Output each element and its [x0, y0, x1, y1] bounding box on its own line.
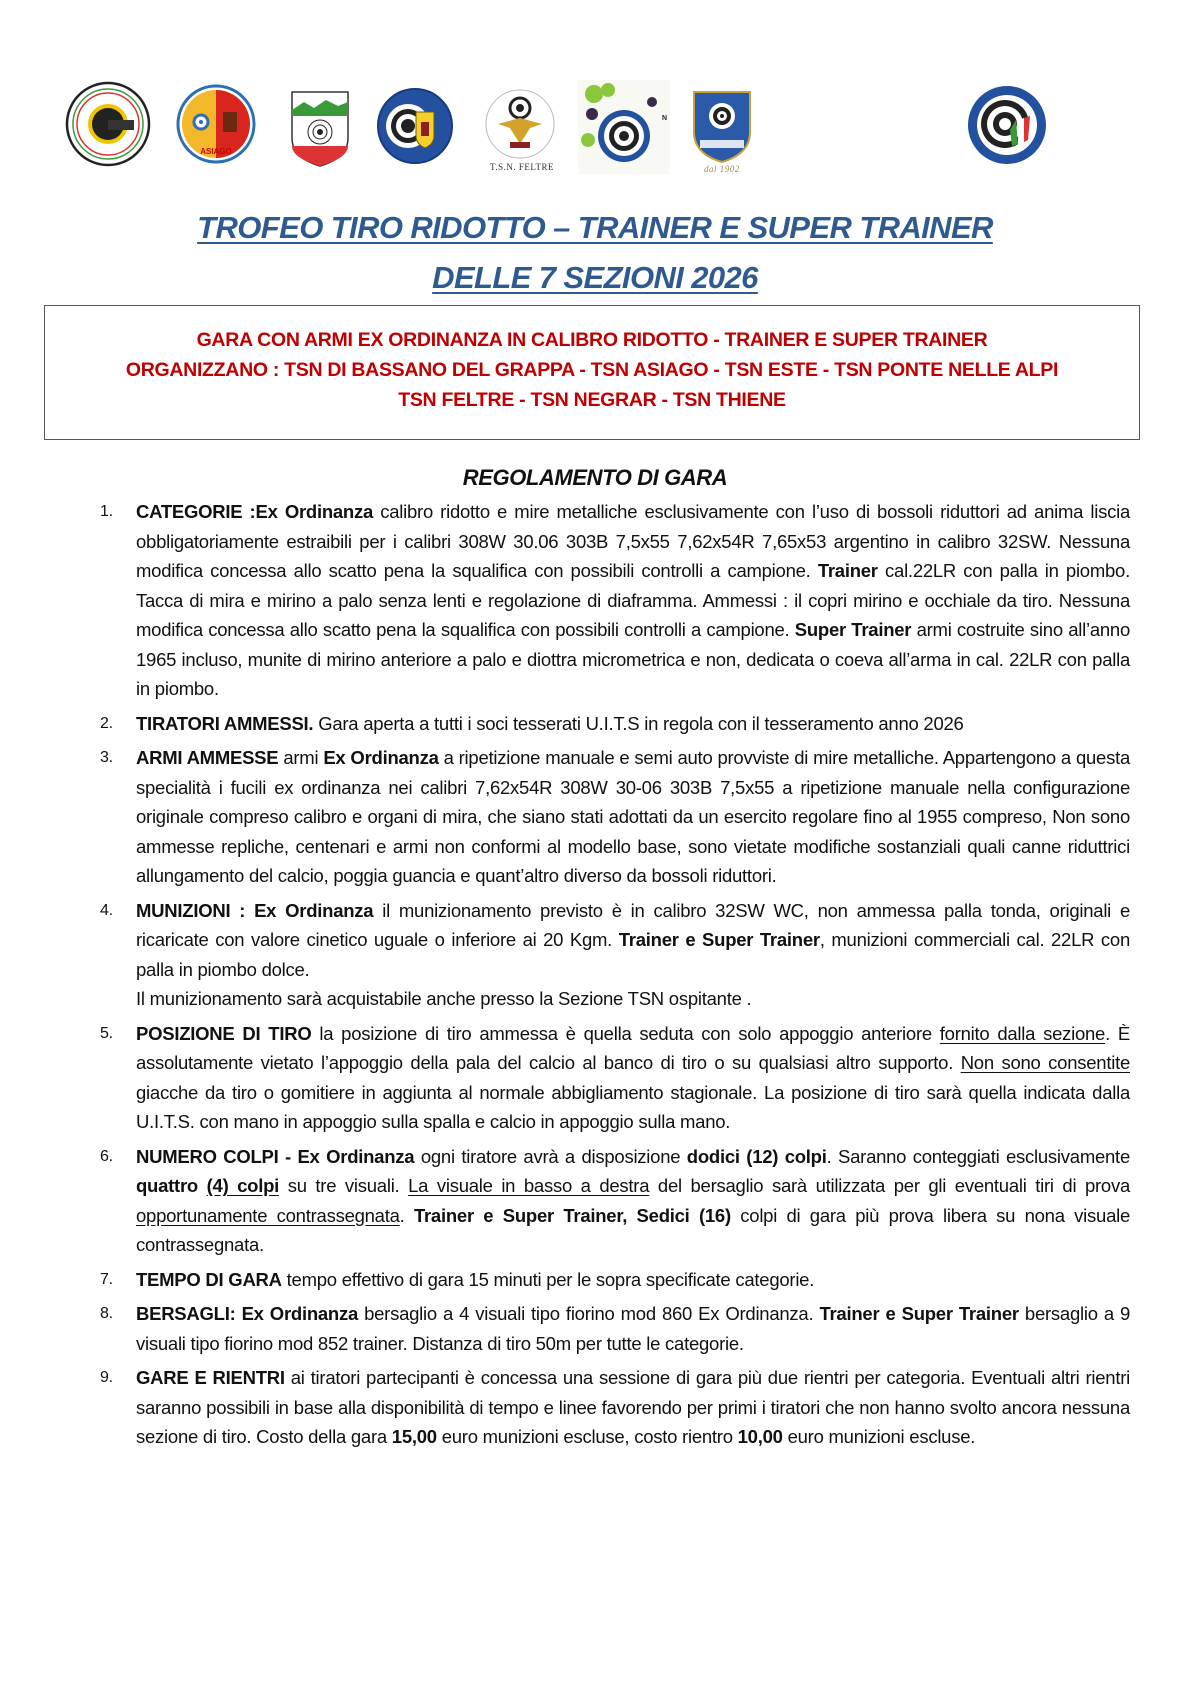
rules-list: [100, 497, 1130, 1457]
rule-text-segment: Trainer: [817, 560, 878, 581]
logo-strip: [0, 80, 1190, 200]
rule-heading: BERSAGLI: Ex Ordinanza: [136, 1303, 359, 1324]
rule-text-segment: . È assolutamente vietato l’appoggio della pala del calcio al banco di tiro o su qualsiasi altro supporto.: [136, 1022, 1130, 1073]
rule-number: 1.: [100, 503, 113, 520]
rule-text-segment: 15,00: [391, 1426, 437, 1447]
rule-text-segment: quattro: [136, 1175, 207, 1196]
rule-text-segment: Trainer e Super Trainer, Sedici (16): [413, 1204, 731, 1226]
rule-text-segment: su tre visuali.: [279, 1175, 409, 1196]
rule-text-segment: . Saranno conteggiati esclusivamente: [826, 1145, 1130, 1167]
rule-item: [100, 896, 1130, 1014]
rule-text-segment: La visuale in basso a destra: [408, 1175, 650, 1196]
rule-text-segment: (4) colpi: [206, 1175, 280, 1196]
page-title-line-1: TROFEO TIRO RIDOTTO – TRAINER E SUPER TRAINER: [197, 210, 993, 245]
rule-heading: CATEGORIE :: [136, 501, 256, 522]
svg-text:ASIAGO: ASIAGO: [200, 147, 232, 156]
logo-uits-icon: [966, 84, 1048, 166]
rule-text-segment: ogni tiratore avrà a disposizione: [414, 1145, 687, 1167]
logo-tsn-thiene-icon: [690, 88, 754, 174]
regulation-title: REGOLAMENTO DI GARA: [462, 465, 728, 490]
rule-text-segment: del bersaglio sarà utilizzata per gli eventuali tiri di prova: [649, 1175, 1131, 1196]
organizers-box: [44, 305, 1140, 440]
organizers-line-1: ORGANIZZANO : TSN DI BASSANO DEL GRAPPA - TSN ASIAGO - TSN ESTE - TSN PONTE NELLE ALPI: [125, 359, 1059, 381]
rule-text-segment: dodici (12) colpi: [686, 1145, 827, 1167]
rule-item: [100, 709, 1130, 739]
logo-tsn-asiago-icon: [176, 82, 256, 166]
rule-text-segment: giacche da tiro o gomitiere in aggiunta al normale abbigliamento stagionale. La posizione di tiro sarà quella indicata dalla U.I.T.S. con mano in appoggio sulla spalla e calcio in appoggio sulla mano.: [136, 1081, 1130, 1132]
rule-item: [100, 1142, 1130, 1260]
rule-item: [100, 1265, 1130, 1295]
rule-text-segment: Trainer e Super Trainer: [819, 1303, 1019, 1324]
rule-text-segment: la posizione di tiro ammessa è quella seduta con solo appoggio anteriore: [311, 1022, 940, 1044]
competition-subtitle: GARA CON ARMI EX ORDINANZA IN CALIBRO RIDOTTO - TRAINER E SUPER TRAINER: [196, 329, 988, 351]
rule-text-segment: 10,00: [737, 1426, 783, 1447]
page-title-line-2: DELLE 7 SEZIONI 2026: [432, 260, 758, 295]
rule-number: 5.: [100, 1024, 113, 1042]
logo-caption-feltre: T.S.N. FELTRE: [490, 162, 555, 172]
logo-tsn-negrar-icon: [578, 80, 670, 174]
rule-text-segment: armi costruite sino all’anno 1965 incluso, munite di mirino anteriore a palo e diottra micrometrica e non, dedicata o coeva all’arma in cal. 22LR con palla in piombo.: [136, 619, 1130, 699]
rule-item: [100, 743, 1130, 891]
rule-text-segment: cal.22LR con palla in piombo. Tacca di mira e mirino a palo senza lenti e regolazione di diaframma. Ammessi : il copri mirino e occhiale da tiro. Nessuna modifica concessa allo scatto pena la squalifica con possibili controlli a campione.: [136, 560, 1130, 640]
rule-body: [313, 713, 963, 734]
rule-body: [136, 501, 1130, 699]
rule-number: 7.: [100, 1270, 113, 1288]
rule-number: 6.: [100, 1147, 113, 1165]
rule-body: [136, 1367, 1130, 1447]
logo-tsn-bassano-icon: [64, 80, 152, 168]
rule-text-segment: euro munizioni escluse, costo rientro: [436, 1426, 738, 1447]
logo-tsn-ponte-nelle-alpi-icon: [290, 90, 350, 168]
rule-heading: TIRATORI AMMESSI.: [136, 712, 314, 734]
rule-text-segment: Gara aperta a tutti i soci tesserati U.I.T.S in regola con il tesseramento anno 2026: [313, 712, 964, 734]
rule-text-segment: Ex Ordinanza: [255, 501, 374, 522]
rule-heading: GARE E RIENTRI: [136, 1367, 285, 1388]
organizers-line-2: TSN FELTRE - TSN NEGRAR - TSN THIENE: [398, 389, 786, 411]
logo-tsn-feltre-icon: [484, 88, 556, 172]
rule-text-segment: bersaglio a 9 visuali tipo fiorino mod 852 trainer. Distanza di tiro 50m per tutte le categorie.: [136, 1303, 1130, 1354]
rule-text-segment: Trainer e Super Trainer: [618, 929, 820, 950]
logo-tsn-este-icon: [376, 86, 454, 166]
rule-text-segment: Ex Ordinanza: [323, 747, 439, 768]
rule-text-segment: armi: [278, 747, 324, 768]
rule-heading: MUNIZIONI : Ex Ordinanza: [136, 899, 374, 921]
rule-number: 8.: [100, 1305, 113, 1322]
rule-heading: TEMPO DI GARA: [136, 1268, 282, 1290]
rule-body: [282, 1269, 814, 1290]
rule-number: 4.: [100, 901, 113, 919]
rule-text-segment: calibro ridotto e mire metalliche esclusivamente con l’uso di bossoli riduttori ad anima liscia obbligatoriamente estraibili per i calibri 308W 30.06 303B 7,5x55 7,62x54R 7,65x53 argentino in calibro 32SW. Nessuna modifica concessa allo scatto pena la squalifica con possibili controlli a campione.: [136, 501, 1130, 581]
rule-item: [100, 497, 1130, 704]
logo-caption-thiene: dal 1902: [704, 164, 740, 174]
rule-text-segment: tempo effettivo di gara 15 minuti per le sopra specificate categorie.: [281, 1268, 815, 1290]
rule-text-segment: ai tiratori partecipanti è concessa una sessione di gara più due rientri per categoria. Eventuali altri rientri saranno possibili in base alla disponibilità di tempo e linee favorendo per primi i tiratori che non hanno svolto ancora nessuna sezione di tiro. Costo della gara: [136, 1367, 1130, 1447]
rule-heading: NUMERO COLPI - Ex Ordinanza: [136, 1145, 415, 1167]
rule-number: 3.: [100, 749, 113, 766]
rule-text-segment: .: [399, 1204, 414, 1226]
rule-heading: POSIZIONE DI TIRO: [136, 1022, 312, 1044]
rule-text-segment: a ripetizione manuale e semi auto provviste di mire metalliche. Appartengono a questa specialità i fucili ex ordinanza nei calibri 7,62x54R 308W 30-06 303B 7,5x55 a ripetizione manuale nella configurazione originale compreso calibro e organi di mira, che siano stati adottati da un esercito regolare fino al 1955 compreso, Non sono ammesse repliche, centenari e armi non conformi al modello base, sono vietate modifiche sostanziali quali canne riduttrici allungamento del calcio, poggia guancia e quant’altro diverso da bossoli riduttori.: [136, 747, 1130, 886]
rule-text-segment: Super Trainer: [794, 619, 912, 640]
rule-text-segment: opportunamente contrassegnata: [136, 1204, 400, 1226]
rule-text-segment: Il munizionamento sarà acquistabile anche presso la Sezione TSN ospitante .: [136, 988, 752, 1009]
rule-text-segment: euro munizioni escluse.: [782, 1426, 976, 1447]
rule-text-segment: il munizionamento previsto è in calibro 32SW WC, non ammessa palla tonda, originali e ricaricate con valore cinetico uguale o inferiore ai 20 Kgm.: [136, 899, 1130, 950]
rule-item: [100, 1019, 1130, 1137]
rule-item: [100, 1363, 1130, 1452]
rule-item: [100, 1299, 1130, 1358]
rule-heading: ARMI AMMESSE: [136, 747, 279, 768]
rule-text-segment: , munizioni commerciali cal. 22LR con palla in piombo dolce.: [136, 929, 1130, 980]
svg-text:N: N: [662, 115, 668, 122]
rule-text-segment: fornito dalla sezione: [939, 1022, 1106, 1044]
rule-number: 9.: [100, 1369, 113, 1386]
rule-text-segment: colpi di gara più prova libera su nona visuale contrassegnata.: [136, 1204, 1131, 1255]
rule-body: [136, 747, 1130, 886]
rule-number: 2.: [100, 714, 113, 732]
rule-text-segment: bersaglio a 4 visuali tipo fiorino mod 860 Ex Ordinanza.: [358, 1303, 820, 1324]
rule-text-segment: Non sono consentite: [960, 1052, 1130, 1073]
